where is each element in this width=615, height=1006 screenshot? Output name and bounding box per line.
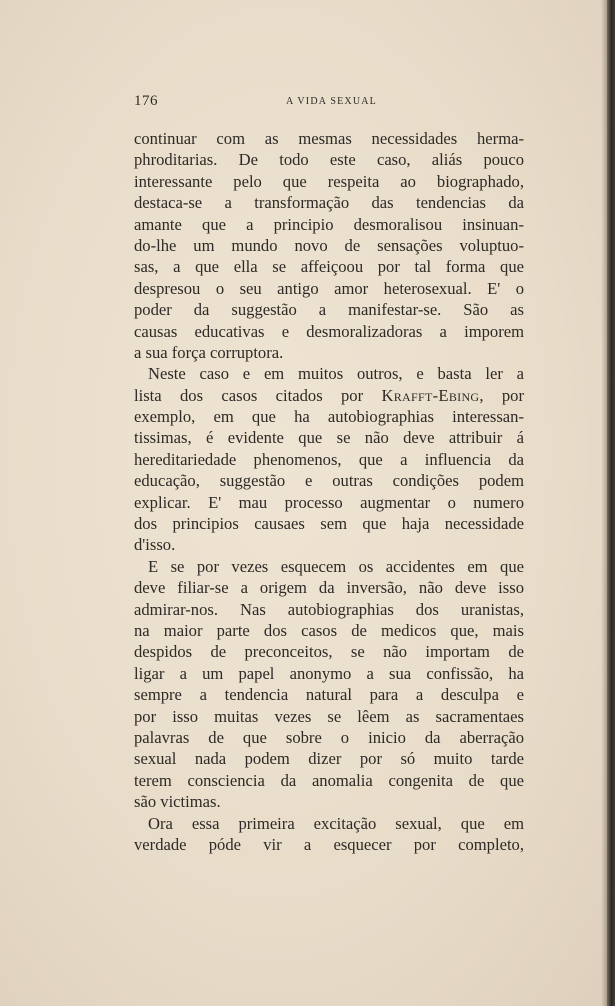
text-line: do-lhe um mundo novo de sensações voluptuo- bbox=[134, 235, 524, 255]
text-line: sas, a que ella se affeiçoou por tal forma que bbox=[134, 257, 524, 277]
text-line: Neste caso e em muitos outros, e basta ler a bbox=[148, 364, 524, 384]
text-line: por isso muitas vezes se lêem as sacramentaes bbox=[134, 706, 524, 726]
text-line: despidos de preconceitos, se não importam de bbox=[134, 642, 524, 662]
running-head bbox=[134, 93, 524, 113]
text-line: ligar a um papel anonymo a sua confissão, ha bbox=[134, 663, 524, 683]
text-line: na maior parte dos casos de medicos que, mais bbox=[134, 620, 524, 640]
text-line: poder da suggestão a manifestar-se. São as bbox=[134, 300, 524, 320]
page-edge bbox=[607, 0, 615, 1006]
text-line: sempre a tendencia natural para a desculpa e bbox=[134, 685, 524, 705]
text-line: dos principios causaes sem que haja necessidade bbox=[134, 514, 524, 534]
text-line: E se por vezes esquecem os accidentes em que bbox=[148, 556, 524, 576]
text-line: phroditarias. De todo este caso, aliás pouco bbox=[134, 150, 524, 170]
text-line: Ora essa primeira excitação sexual, que em bbox=[148, 813, 524, 833]
text-line: tissimas, é evidente que se não deve attribuir á bbox=[134, 428, 524, 448]
text-line: terem consciencia da anomalia congenita de que bbox=[134, 770, 524, 790]
text-line: sexual nada podem dizer por só muito tarde bbox=[134, 749, 524, 769]
text-line: continuar com as mesmas necessidades herma- bbox=[134, 129, 524, 148]
text-line: deve filiar-se a origem da inversão, não deve isso bbox=[134, 578, 524, 598]
text-line: a sua força corruptora. bbox=[134, 342, 284, 362]
running-head-title: A VIDA SEXUAL bbox=[286, 96, 377, 107]
body-text bbox=[134, 128, 524, 855]
text-line: amante que a principio desmoralisou insinuan- bbox=[134, 214, 524, 234]
text-line: explicar. E' mau processo augmentar o numero bbox=[134, 492, 524, 512]
text-line: interessante pelo que respeita ao biographado, bbox=[134, 171, 524, 191]
text-line: hereditariedade phenomenos, que a influencia da bbox=[134, 449, 524, 469]
text-line: d'isso. bbox=[134, 535, 176, 555]
text-fragment: , por bbox=[479, 385, 524, 405]
page-number: 176 bbox=[134, 93, 158, 109]
text-line: verdade póde vir a esquecer por completo, bbox=[134, 834, 524, 854]
text-line: são victimas. bbox=[134, 792, 221, 812]
text-line-with-name bbox=[134, 385, 524, 406]
text-line: causas educativas e desmoralizadoras a imporem bbox=[134, 321, 524, 341]
text-line: despresou o seu antigo amor heterosexual. E' o bbox=[134, 278, 524, 298]
text-line: exemplo, em que ha autobiographias interessan- bbox=[134, 407, 524, 427]
text-line: admirar-nos. Nas autobiographias dos uranistas, bbox=[134, 599, 524, 619]
text-line: destaca-se a transformação das tendencias da bbox=[134, 193, 524, 213]
text-line: palavras de que sobre o inicio da aberração bbox=[134, 727, 524, 747]
text-line: educação, suggestão e outras condições podem bbox=[134, 471, 524, 491]
text-fragment: lista dos casos citados por bbox=[134, 385, 382, 405]
author-name: Krafft-Ebing bbox=[381, 385, 480, 405]
